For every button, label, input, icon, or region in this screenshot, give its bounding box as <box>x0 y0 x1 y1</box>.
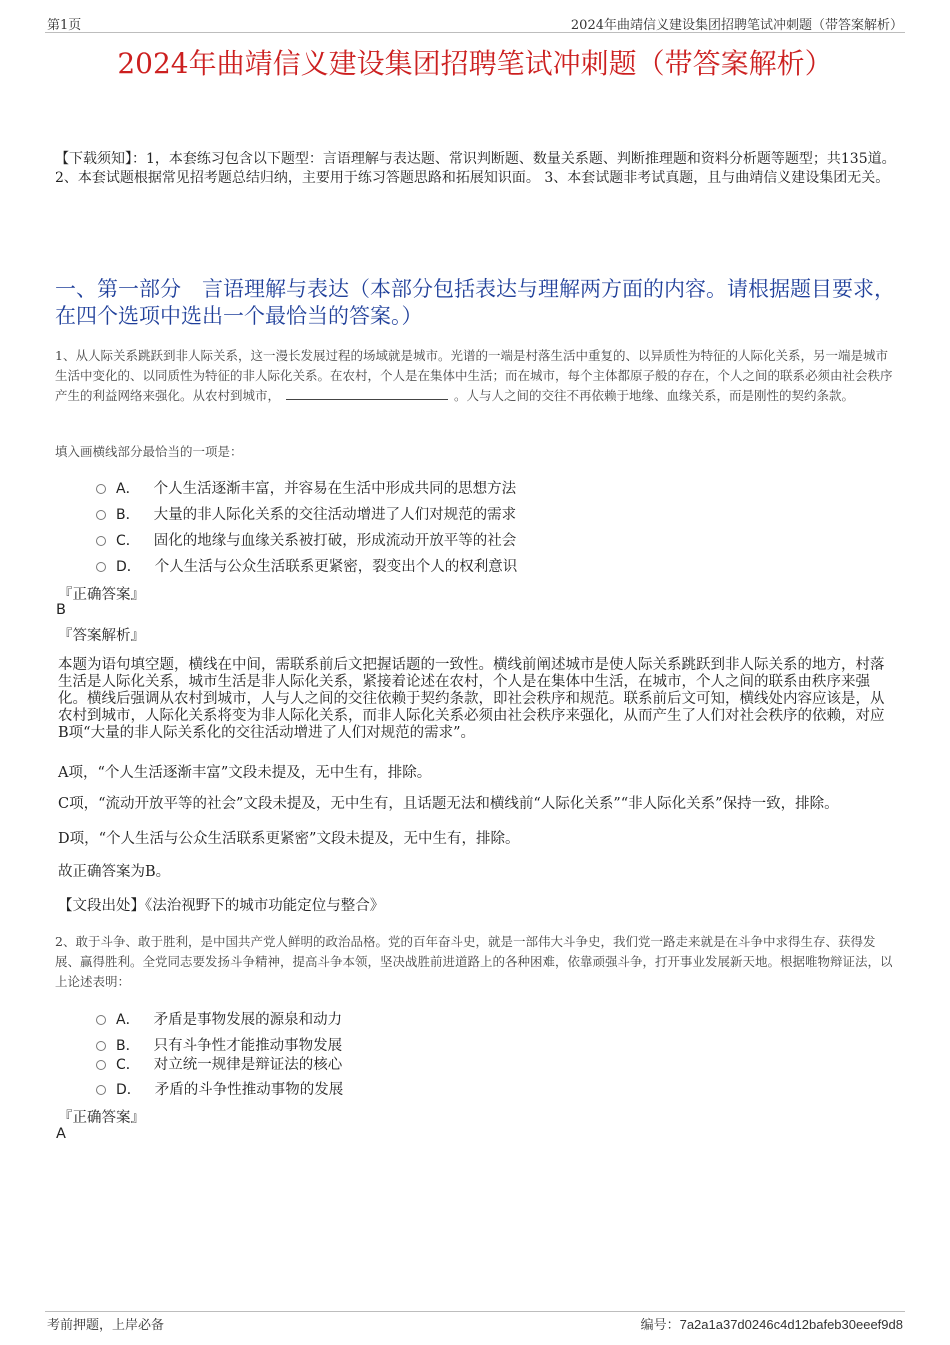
question-1-stem-before: 1、从人际关系跳跃到非人际关系，这一漫长发展过程的场域就是城市。光谱的一端是村落生活中重复的、以异质性为特征的人际化关系，另一端是城市生活中变化的、以同质性为特征的非人际化关系。在农村，个人是在集体中生活；而在城市，每个主体都原子般的存在，个人之间的联系必须由社会秩序产生的利益网络来强化。从农村到城市， <box>55 348 893 403</box>
section-heading: 一、第一部分 言语理解与表达（本部分包括表达与理解两方面的内容。请根据题目要求，在四个选项中选出一个最恰当的答案。） <box>55 277 895 328</box>
footer-slogan: 考前押题，上岸必备 <box>47 1318 165 1333</box>
fill-blank-line <box>286 387 448 400</box>
footer-divider <box>45 1311 905 1312</box>
footer-code-value: 7a2a1a37d0246c4d12bafeb30eeef9d8 <box>679 1317 903 1332</box>
question-1-option-a[interactable]: A． 个人生活逐渐丰富，并容易在生活中形成共同的思想方法 <box>96 477 516 498</box>
question-2-option-b[interactable]: B． 只有斗争性才能推动事物发展 <box>96 1034 342 1055</box>
question-2-answer-label: 『正确答案』 <box>58 1110 145 1126</box>
question-1-analysis-main: 本题为语句填空题，横线在中间，需联系前后文把握话题的一致性。横线前阐述城市是使人际关系跳跃到非人际关系的地方，村落生活是人际化关系，城市生活是非人际化关系，紧接着论述在农村，个人是在集体中生活，在城市，个人之间的联系由秩序来强化。横线后强调从农村到城市，人与人之间的交往依赖于契约条款，即社会秩序和规范。联系前后文可知，横线处内容应该是，从农村到城市，人际化关系将变为非人际化关系，而非人际化关系必须由社会秩序来强化，从而产生了人们对社会秩序的依赖，对应B项“大量的非人际关系化的交往活动增进了人们对规范的需求”。 <box>58 657 885 741</box>
question-1-option-d[interactable]: D． 个人生活与公众生活联系更紧密，裂变出个人的权利意识 <box>96 555 517 576</box>
question-1-source: 【文段出处】《法治视野下的城市功能定位与整合》 <box>58 898 385 914</box>
question-2-option-a[interactable]: A． 矛盾是事物发展的源泉和动力 <box>96 1008 342 1029</box>
question-1-prompt: 填入画横线部分最恰当的一项是： <box>55 444 243 459</box>
radio-icon[interactable] <box>96 1041 106 1051</box>
radio-icon[interactable] <box>96 1085 106 1095</box>
header-doc-title: 2024年曲靖信义建设集团招聘笔试冲刺题（带答案解析） <box>570 18 903 33</box>
question-2-stem: 2、敢于斗争、敢于胜利，是中国共产党人鲜明的政治品格。党的百年奋斗史，就是一部伟大斗争史，我们党一路走来就是在斗争中求得生存、获得发展、赢得胜利。全党同志要发扬斗争精神，提高斗争本领，坚决战胜前进道路上的各种困难，依靠顽强斗争，打开事业发展新天地。根据唯物辩证法，以上论述表明： <box>55 934 893 989</box>
question-1-analysis-c: C项，“流动开放平等的社会”文段未提及，无中生有，且话题无法和横线前“人际化关系”“非人际化关系”保持一致，排除。 <box>58 796 839 812</box>
page-number: 第1页 <box>47 18 82 33</box>
header-divider <box>45 32 905 33</box>
question-1-stem-after: 。人与人之间的交往不再依赖于地缘、血缘关系，而是刚性的契约条款。 <box>454 388 855 403</box>
footer-code-label: 编号： <box>640 1318 680 1333</box>
page-title: 2024年曲靖信义建设集团招聘笔试冲刺题（带答案解析） <box>117 47 833 80</box>
radio-icon[interactable] <box>96 536 106 546</box>
footer-doc-code <box>641 1314 903 1333</box>
radio-icon[interactable] <box>96 510 106 520</box>
question-2-answer: A <box>56 1126 66 1142</box>
question-1-analysis-label: 『答案解析』 <box>58 628 145 644</box>
question-1-answer: B <box>56 602 66 618</box>
question-1-analysis-a: A项，“个人生活逐渐丰富”文段未提及，无中生有，排除。 <box>58 765 432 781</box>
question-1-conclusion: 故正确答案为B。 <box>58 864 171 880</box>
radio-icon[interactable] <box>96 562 106 572</box>
question-1-analysis-d: D项，“个人生活与公众生活联系更紧密”文段未提及，无中生有，排除。 <box>58 831 520 847</box>
question-1-option-c[interactable]: C． 固化的地缘与血缘关系被打破，形成流动开放平等的社会 <box>96 529 516 550</box>
download-notice: 【下载须知】：1，本套练习包含以下题型：言语理解与表达题、常识判断题、数量关系题、判断推理题和资料分析题等题型；共135道。 2、本套试题根据常见招考题总结归纳，主要用于练习答题思路和拓展知识面。 3、本套试题非考试真题，且与曲靖信义建设集团无关。 <box>55 151 896 186</box>
radio-icon[interactable] <box>96 1060 106 1070</box>
question-1-answer-label: 『正确答案』 <box>58 587 145 603</box>
question-2-option-d[interactable]: D． 矛盾的斗争性推动事物的发展 <box>96 1078 343 1099</box>
question-1-option-b[interactable]: B． 大量的非人际化关系的交往活动增进了人们对规范的需求 <box>96 503 516 524</box>
question-1-stem <box>55 346 897 406</box>
radio-icon[interactable] <box>96 1015 106 1025</box>
question-2-option-c[interactable]: C． 对立统一规律是辩证法的核心 <box>96 1053 342 1074</box>
radio-icon[interactable] <box>96 484 106 494</box>
